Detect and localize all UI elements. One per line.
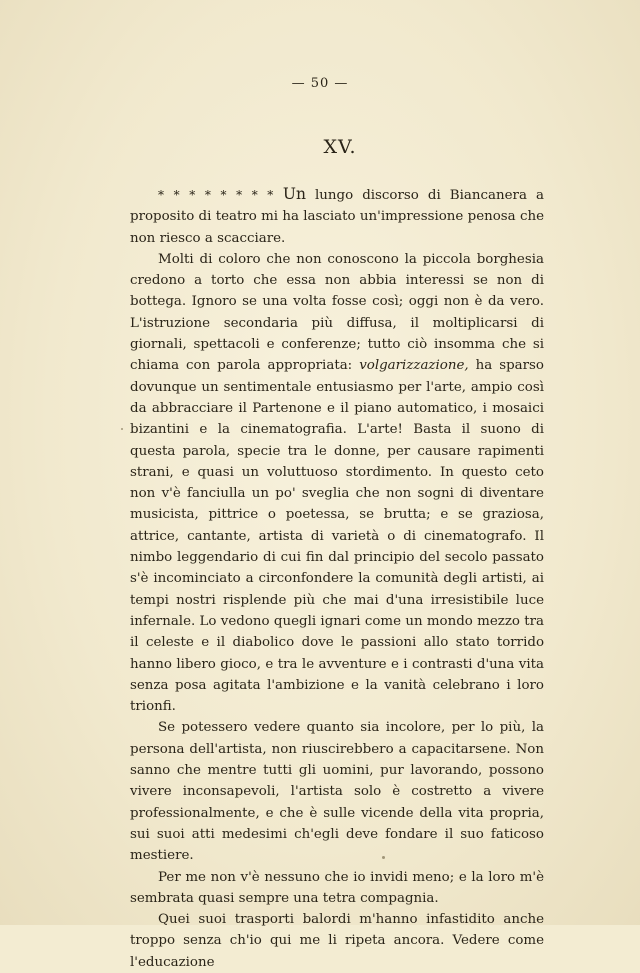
paragraph-text: ha sparso dovunque un sentimentale entusiasmo per l'arte, ampio così da abbracciare il Partenone e il piano automatico, i mosaici bizantini e la cinematografia. L'arte! Basta il suono di questa parola, specie tra le donne, per causare rapimenti strani, e quasi un voluttuoso stordimento. In questo ceto non v'è fanciulla un po' sveglia che non sogni di diventare musicista, pittrice o poetessa, se brutta; e se graziosa, attrice, cantante, artista di varietà o di cinematografo. Il nimbo leggendario di cui fin dal principio del secolo passato s'è incominciato a circonfondere la comunità degli artisti, ai tempi nostri risplende più che mai d'una irresistibile luce infernale. Lo vedono quegli ignari come un mondo mezzo tra il celeste e il diabolico dove le passioni allo stato torrido hanno libero gioco, e tra le avventure e i contrasti d'una vita senza posa agitata l'ambizione e la vanità celebrano i loro trionfi.	[130, 358, 544, 715]
paragraph-text: lungo discorso di Biancanera a proposito di teatro mi ha lasciato un'impressione penosa che non riesco a scacciare.	[130, 188, 544, 246]
paragraph-3	[130, 717, 544, 866]
paragraph-1	[130, 184, 544, 249]
page-number: — 50 —	[291, 76, 349, 91]
paragraph-text: Se potessero vedere quanto sia incolore, per lo più, la persona dell'artista, non riuscirebbero a capacitarsene. Non sanno che mentre tutti gli uomini, pur lavorando, possono vivere inconsapevoli, l'artista solo è costretto a vivere professionalmente, e che è sulle vicende della vita propria, sui suoi atti medesimi ch'egli deve fondare il suo faticoso mestiere.	[130, 720, 544, 864]
paragraph-4	[130, 867, 544, 910]
paragraph-5	[130, 909, 544, 973]
body-text	[130, 184, 544, 973]
paragraph-text: Quei suoi trasporti balordi m'hanno infastidito anche troppo senza ch'io qui me li ripeta ancora. Vedere come l'educazione	[130, 912, 544, 970]
paragraph-2	[130, 249, 544, 718]
paper-speck	[382, 856, 385, 859]
section-asterisks: * * * * * * * *	[158, 188, 274, 202]
chapter-heading: XV.	[323, 136, 357, 158]
paper-speck	[121, 428, 123, 430]
italic-term: volgarizzazione,	[359, 358, 469, 374]
paragraph-text: Per me non v'è nessuno che io invidi meno; e la loro m'è sembrata quasi sempre una tetra compagnia.	[130, 869, 544, 906]
paragraph-lead-word: Un	[282, 185, 306, 203]
paragraph-text: Molti di coloro che non conoscono la piccola borghesia credono a torto che essa non abbia interessi se non di bottega. Ignoro se una volta fosse così; oggi non è da vero. L'istruzione secondaria più diffusa, il moltiplicarsi di giornali, spettacoli e conferenze; tutto ciò insomma che si chiama con parola appropriata:	[130, 251, 544, 374]
